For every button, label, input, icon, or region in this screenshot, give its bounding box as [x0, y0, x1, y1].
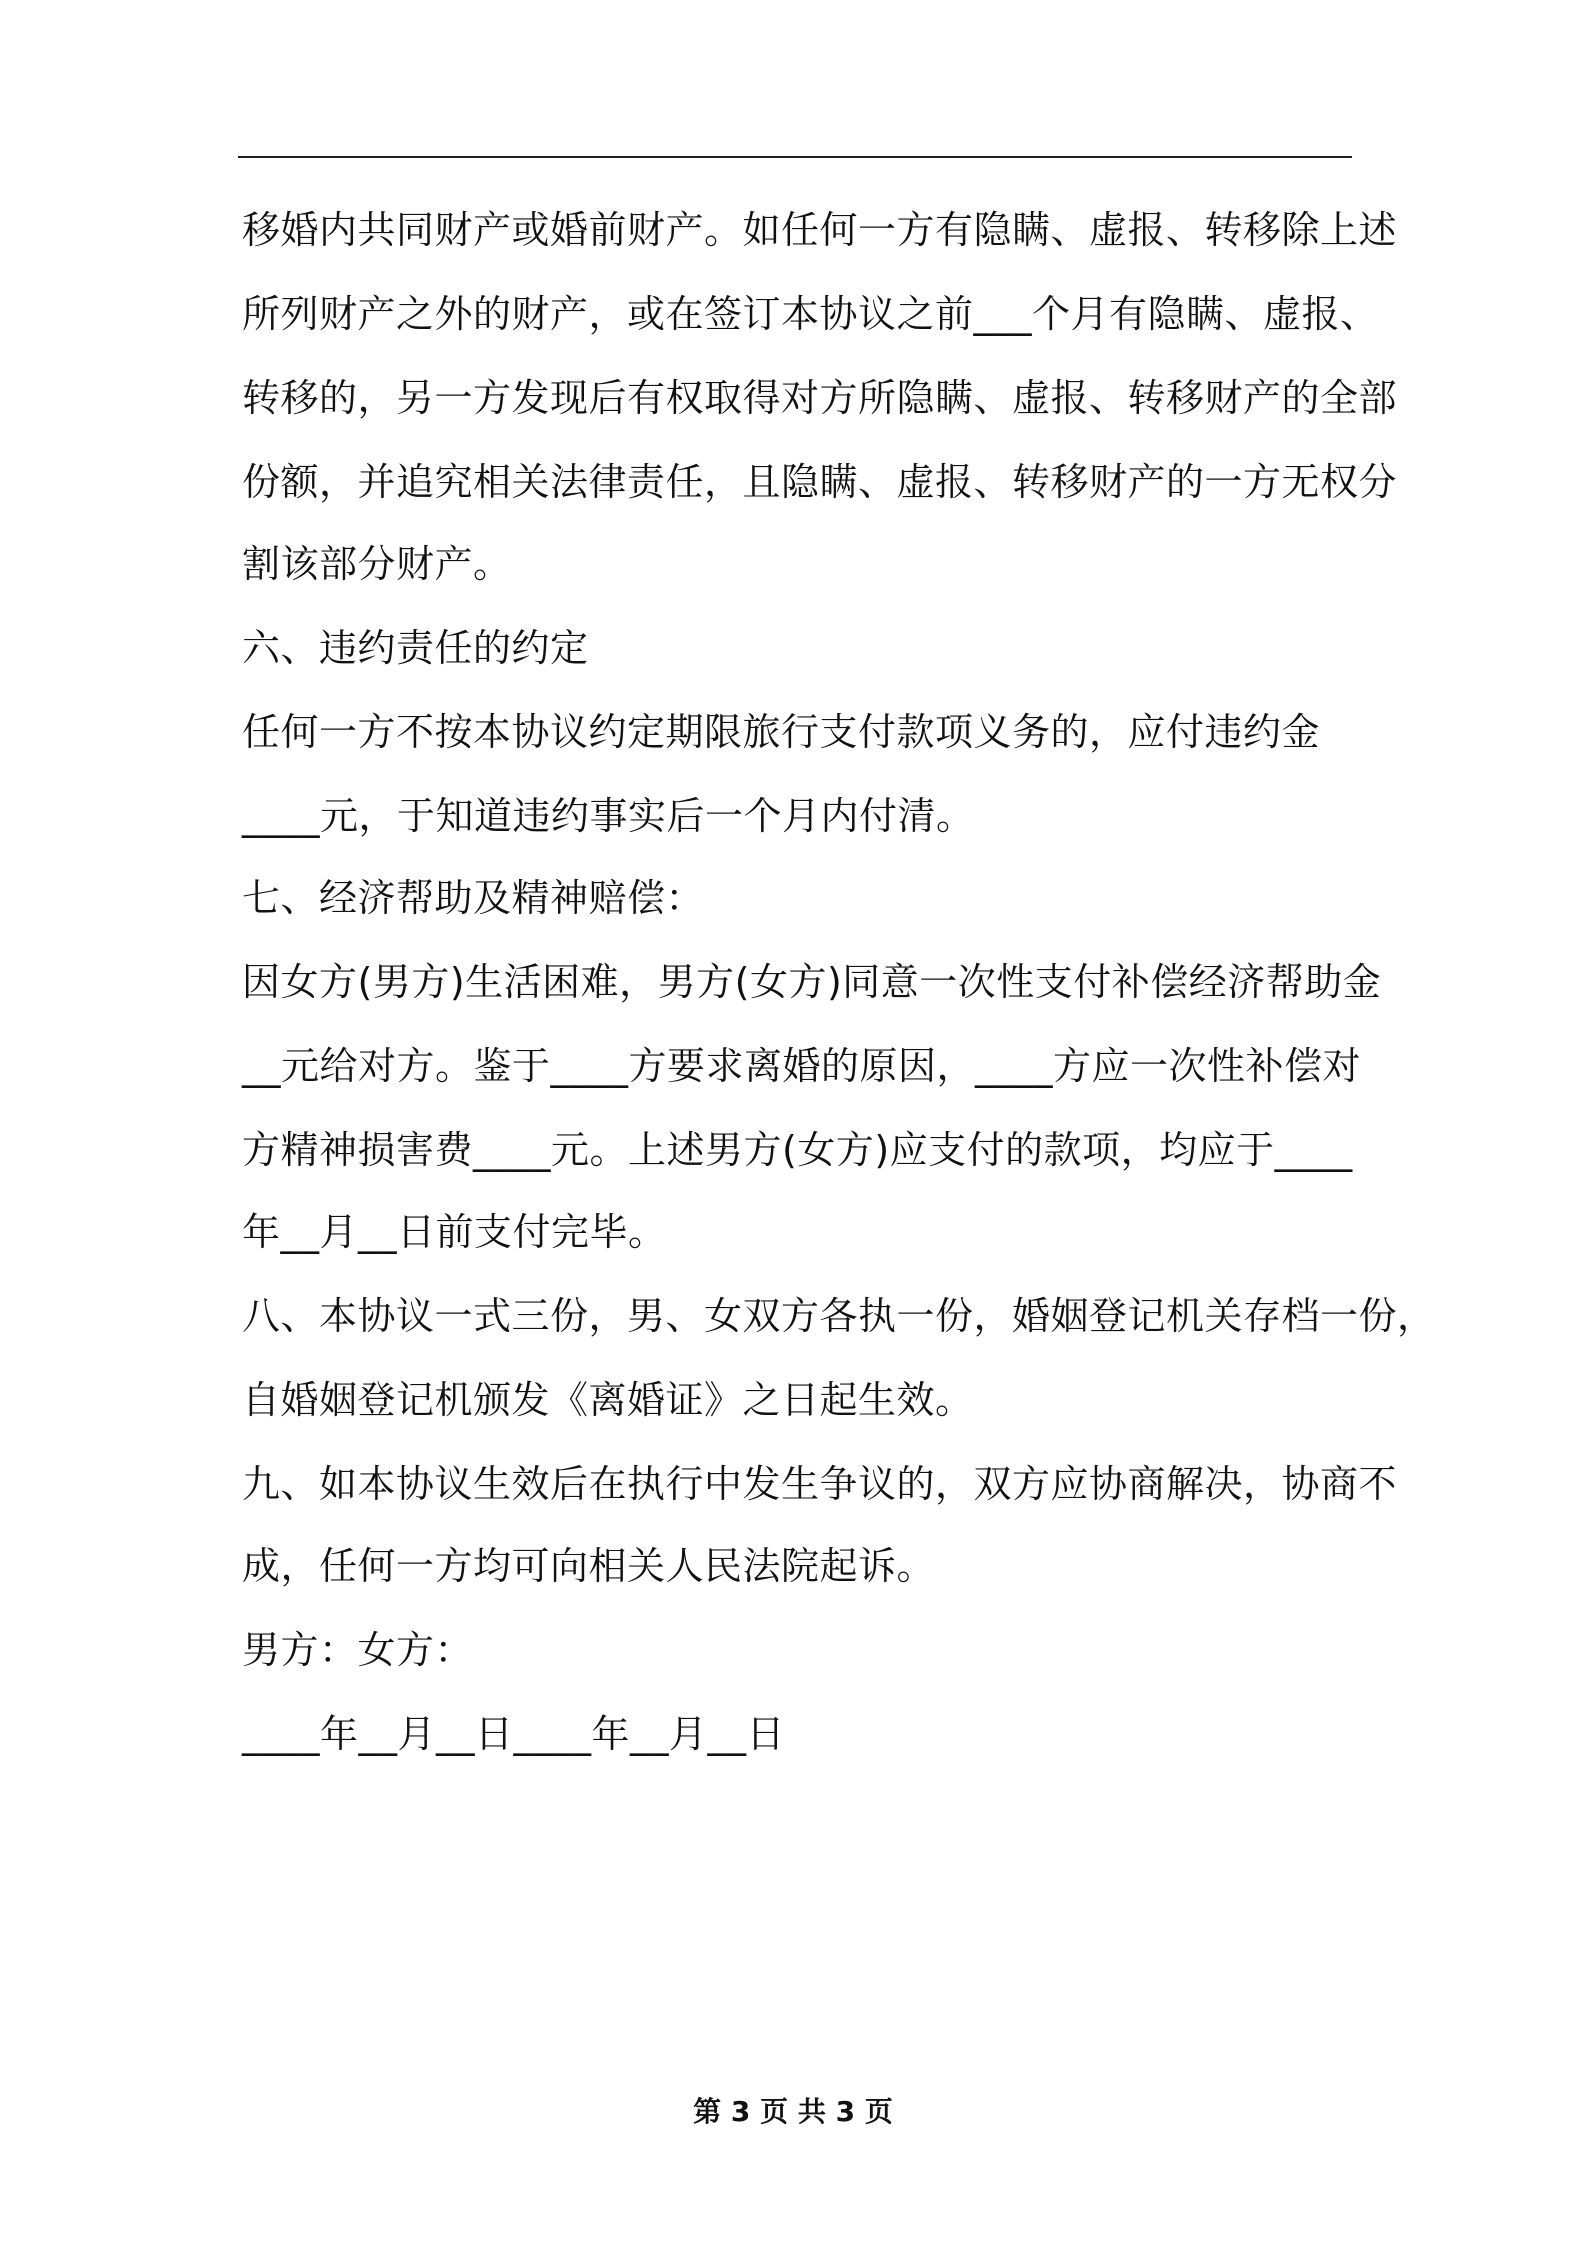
section-heading: 七、经济帮助及精神赔偿： — [242, 876, 705, 920]
text-line: 九、如本协议生效后在执行中发生争议的，双方应协商解决，协商不 — [242, 1462, 1398, 1506]
text-line: ____元，于知道违约事实后一个月内付清。 — [242, 794, 975, 838]
text-line: __元给对方。鉴于____方要求离婚的原因，____方应一次性补偿对 — [242, 1044, 1362, 1088]
section-heading: 六、违约责任的约定 — [242, 626, 589, 670]
signature-dates: ____年__月__日____年__月__日 — [242, 1712, 786, 1756]
text-line: 因女方(男方)生活困难，男方(女方)同意一次性支付补偿经济帮助金 — [242, 960, 1382, 1004]
text-line: 任何一方不按本协议约定期限旅行支付款项义务的，应付违约金 — [242, 710, 1321, 754]
text-line: 自婚姻登记机颁发《离婚证》之日起生效。 — [242, 1378, 974, 1422]
text-line: 八、本协议一式三份，男、女双方各执一份，婚姻登记机关存档一份， — [242, 1294, 1436, 1338]
text-line: 所列财产之外的财产，或在签订本协议之前___个月有隐瞒、虚报、 — [242, 292, 1379, 336]
text-line: 割该部分财产。 — [242, 542, 512, 586]
page-number-footer: 第 3 页 共 3 页 — [693, 2095, 893, 2128]
text-line: 年__月__日前支付完毕。 — [242, 1210, 667, 1254]
text-line: 转移的，另一方发现后有权取得对方所隐瞒、虚报、转移财产的全部 — [242, 376, 1398, 420]
text-line: 份额，并追究相关法律责任，且隐瞒、虚报、转移财产的一方无权分 — [242, 460, 1398, 504]
header-rule — [238, 156, 1352, 158]
text-line: 成，任何一方均可向相关人民法院起诉。 — [242, 1544, 936, 1588]
signature-labels: 男方：女方： — [242, 1628, 474, 1672]
text-line: 移婚内共同财产或婚前财产。如任何一方有隐瞒、虚报、转移除上述 — [242, 208, 1398, 252]
text-line: 方精神损害费____元。上述男方(女方)应支付的款项，均应于____ — [242, 1128, 1353, 1172]
